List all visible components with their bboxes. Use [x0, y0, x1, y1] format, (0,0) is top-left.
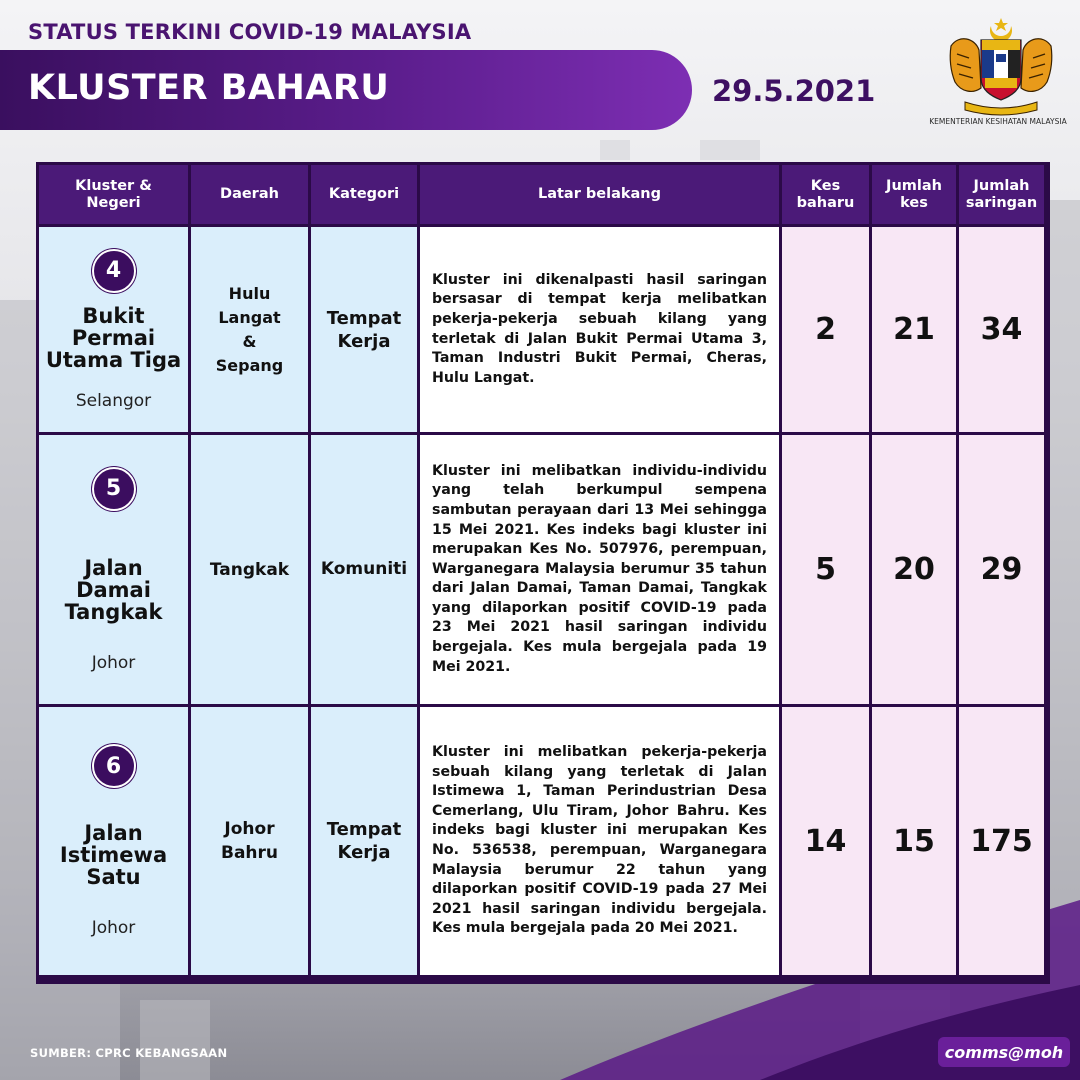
header-latar-label: Latar belakang [537, 186, 662, 202]
source-note: SUMBER: CPRC KEBANGSAAN [30, 1046, 228, 1060]
kes-baharu-cell [782, 435, 869, 704]
kategori-cell [311, 227, 417, 432]
kategori-cell [311, 707, 417, 975]
header-latar-belakang [420, 165, 779, 224]
header-kluster [39, 165, 188, 224]
latar-text: Kluster ini dikenalpasti hasil saringan bersasar di tempat kerja melibatkan pekerja-pekerja sebuah kilang yang terletak di Jalan Bukit Permai Utama 3, Taman Industri Bukit Permai, Cheras, Hulu Langat. [432, 271, 767, 386]
kategori-cell [311, 435, 417, 704]
header-daerah [191, 165, 308, 224]
jumlah-saringan-value: 175 [970, 823, 1033, 859]
kes-baharu-value: 14 [804, 823, 847, 859]
header-kategori-label: Kategori [328, 186, 400, 202]
jumlah-kes-cell [872, 435, 956, 704]
kategori-text: Komuniti [320, 559, 408, 579]
daerah-text: Hulu Langat & Sepang [215, 283, 284, 375]
top-title: STATUS TERKINI COVID-19 MALAYSIA [28, 20, 472, 44]
jumlah-kes-cell [872, 227, 956, 432]
cluster-cell [39, 435, 188, 704]
header-jumlah-kes [872, 165, 956, 224]
jumlah-saringan-value: 34 [980, 312, 1023, 347]
cluster-table [36, 162, 1050, 984]
cluster-cell [39, 227, 188, 432]
page-title: KLUSTER BAHARU [28, 68, 390, 108]
cluster-name: Jalan Istimewa Satu [59, 821, 168, 889]
cluster-cell [39, 707, 188, 975]
header-jumlah-saringan-label: Jumlah saringan [965, 177, 1038, 211]
cluster-name: Bukit Permai Utama Tiga [45, 303, 182, 372]
daerah-text: Johor Bahru [220, 819, 279, 863]
malaysia-coat-of-arms-logo [945, 16, 1057, 116]
cluster-state: Selangor [75, 390, 152, 411]
header-jumlah-saringan [959, 165, 1044, 224]
latar-text: Kluster ini melibatkan pekerja-pekerja sebuah kilang yang terletak di Jalan Istimewa 1, Taman Perindustrian Desa Cemerlang, Ulu Tiram, Johor Bahru. Kes indeks bagi kluster ini merupakan Kes No. 536538, perempuan, Warganegara Malaysia berumur 22 tahun yang dilaporkan positif COVID-19 pada 27 Mei 2021 hasil saringan individu bergejala. Kes mula bergejala pada 20 Mei 2021. [432, 744, 767, 937]
header-kategori [311, 165, 417, 224]
kes-baharu-cell [782, 707, 869, 975]
header-jumlah-kes-label: Jumlah kes [886, 177, 942, 211]
cluster-number-badge: 5 [92, 467, 136, 511]
kategori-text: Tempat Kerja [326, 819, 402, 863]
daerah-text: Tangkak [209, 559, 290, 580]
latar-text: Kluster ini melibatkan individu-individu yang telah berkumpul sempena sambutan perayaan dari 13 Mei sehingga 15 Mei 2021. Kes indeks bagi kluster ini merupakan Kes No. 507976, perempuan, Warganegara Malaysia berumur 35 tahun dari Jalan Damai, Taman Damai, Tangkak yang dilaporkan positif COVID-19 pada 23 Mei 2021 hasil saringan individu bergejala. Kes mula bergejala pada 19 Mei 2021. [432, 462, 767, 675]
cluster-number-badge: 6 [92, 744, 136, 788]
header-kes-baharu-label: Kes baharu [796, 177, 855, 211]
kes-baharu-value: 2 [815, 312, 836, 347]
latar-cell [420, 707, 779, 975]
comms-moh-badge: comms@moh [938, 1037, 1070, 1067]
daerah-cell [191, 707, 308, 975]
cluster-state: Johor [91, 652, 136, 673]
jumlah-saringan-cell [959, 435, 1044, 704]
jumlah-kes-value: 21 [893, 312, 935, 347]
latar-cell [420, 227, 779, 432]
cluster-state: Johor [91, 918, 136, 938]
kes-baharu-value: 5 [815, 552, 836, 587]
cluster-name: Jalan Damai Tangkak [64, 555, 163, 624]
header-kluster-label: Kluster & Negeri [75, 177, 152, 211]
jumlah-saringan-cell [959, 707, 1044, 975]
latar-cell [420, 435, 779, 704]
ministry-name: KEMENTERIAN KESIHATAN MALAYSIA [929, 117, 1067, 126]
report-date: 29.5.2021 [712, 74, 876, 108]
kategori-text: Tempat Kerja [326, 307, 402, 352]
header-kes-baharu [782, 165, 869, 224]
jumlah-kes-value: 15 [893, 823, 935, 859]
jumlah-saringan-cell [959, 227, 1044, 432]
cluster-number-badge: 4 [92, 249, 136, 293]
daerah-cell [191, 227, 308, 432]
daerah-cell [191, 435, 308, 704]
jumlah-kes-value: 20 [893, 552, 935, 587]
header-daerah-label: Daerah [220, 186, 279, 202]
kes-baharu-cell [782, 227, 869, 432]
jumlah-kes-cell [872, 707, 956, 975]
jumlah-saringan-value: 29 [980, 552, 1023, 587]
